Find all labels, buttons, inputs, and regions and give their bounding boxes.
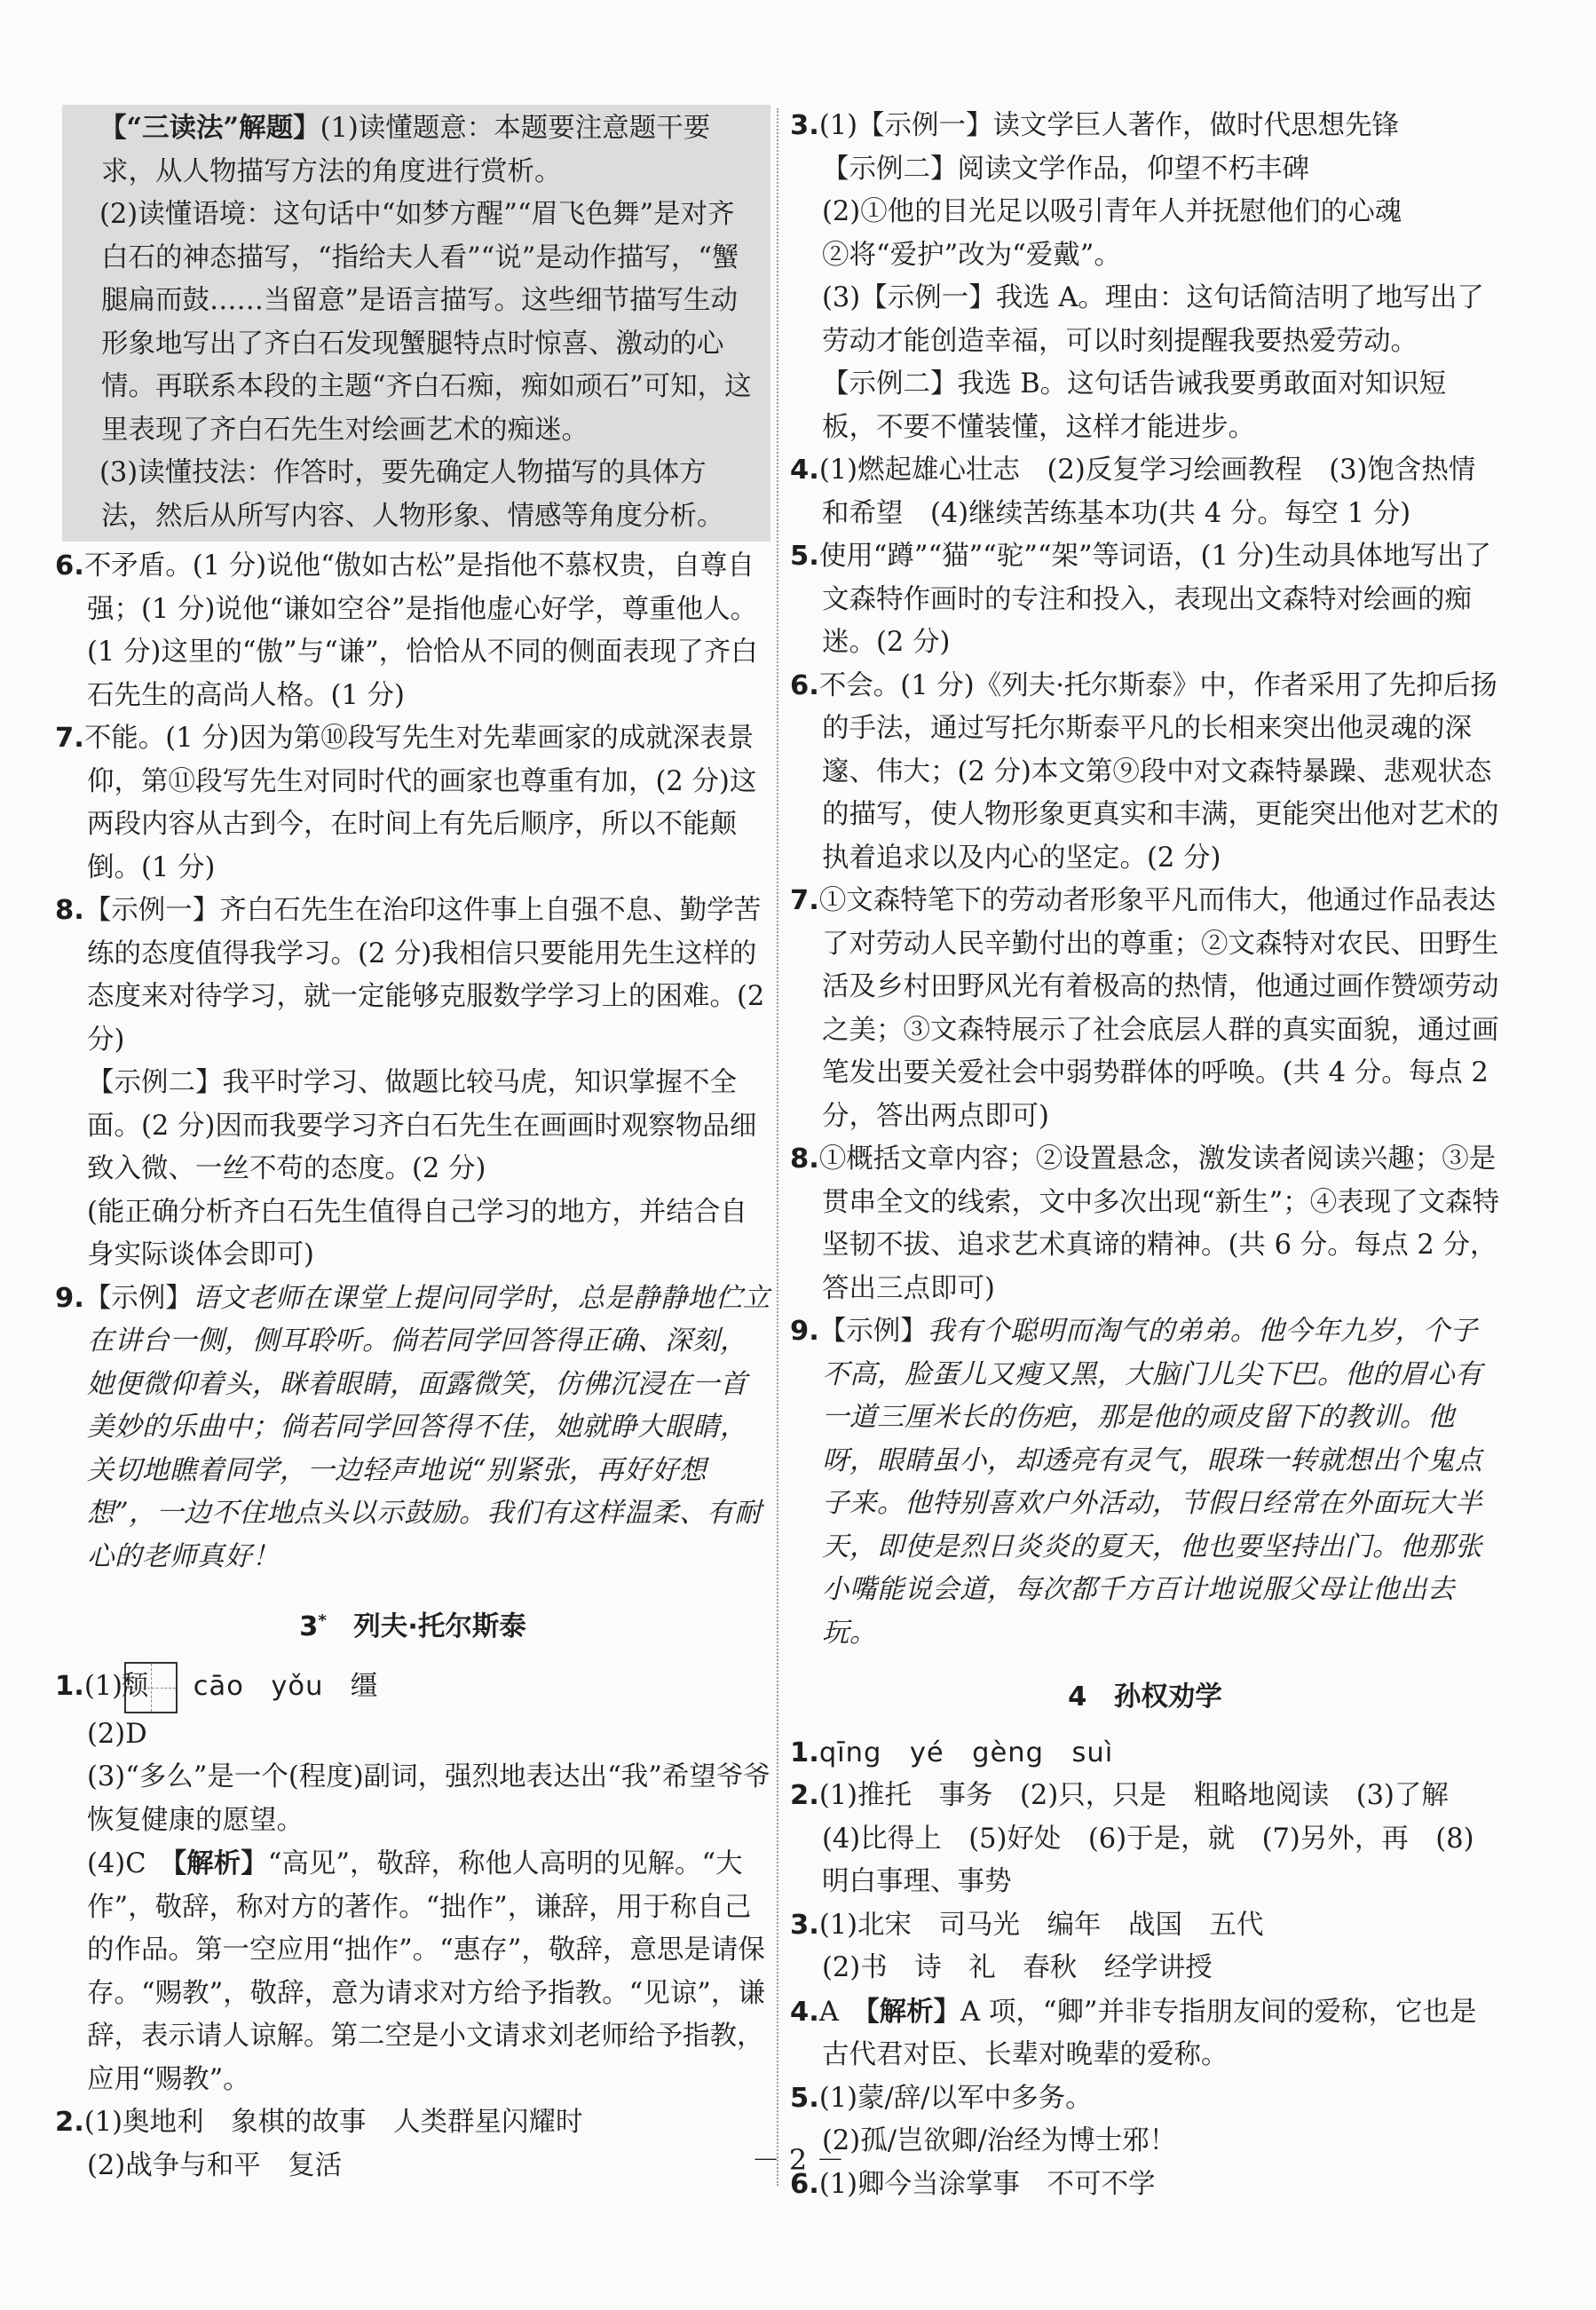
r-answer-6: 6.不会。(1 分)《列夫·托尔斯泰》中，作者采用了先抑后扬的手法，通过写托尔斯泰平凡的长相来突出他灵魂的深邃、伟大；(2 分)本文第⑨段中对文森特暴躁、悲观状态的描写，使人物形象更真实和丰满，更能突出他对艺术的执着追求以及内心的坚定。(2 分) bbox=[790, 669, 1499, 874]
r-answer-3-3b: 【示例二】我选 B。这句话告诫我要勇敢面对知识短板，不要不懂装懂，这样才能进步。 bbox=[822, 368, 1447, 443]
s4-answer-3: 3.(1)北宋 司马光 编年 战国 五代 bbox=[790, 1909, 1264, 1941]
left-column bbox=[55, 105, 770, 2187]
right-column bbox=[790, 105, 1500, 2206]
s3-answer-1-2: (2)D bbox=[87, 1718, 147, 1750]
r-answer-3-3: (3)【示例一】我选 A。理由：这句话简洁明了地写出了劳动才能创造幸福，可以时刻提醒我要热爱劳动。 bbox=[822, 282, 1484, 357]
s4-answer-6: 6.(1)卿今当涂掌事 不可不学 bbox=[790, 2168, 1156, 2200]
s4-answer-1: 1.qīng yé gèng suì bbox=[790, 1736, 1114, 1768]
s3-answer-1-4: (4)C 【解析】“高见”，敬辞，称他人高明的见解。“大作”，敬辞，称对方的著作。“拙作”，谦辞，用于称自己的作品。第一空应用“拙作”。“惠存”，敬辞，意思是请保存。“赐教”，敬辞，意为请求对方给予指教。“见谅”，谦辞，表示请人谅解。第二空是小文请求刘老师给予指教，应用“赐教”。 bbox=[87, 1847, 765, 2095]
s4-answer-2: 2.(1)推托 事务 (2)只，只是 粗略地阅读 (3)了解 (4)比得上 (5)好处 (6)于是，就 (7)另外，再 (8)明白事理、事势 bbox=[790, 1780, 1476, 1897]
answer-8: 8.【示例一】齐白石先生在治印这件事上自强不息、勤学苦练的态度值得我学习。(2 分)我相信只要能用先生这样的态度来对待学习，就一定能够克服数学学习上的困难。(2 分) bbox=[55, 895, 765, 1056]
r-answer-7: 7.①文森特笔下的劳动者形象平凡而伟大，他通过作品表达了对劳动人民辛勤付出的尊重；②文森特对农民、田野生活及乡村田野风光有着极高的热情，他通过画作赞颂劳动之美；③文森特展示了社会底层人群的真实面貌，通过画笔发出要关爱社会中弱势群体的呼唤。(共 4 分。每点 2 分，答出两点即可) bbox=[790, 885, 1499, 1132]
r-answer-8: 8.①概括文章内容；②设置悬念，激发读者阅读兴趣；③是贯串全文的线索，文中多次出现“新生”；④表现了文森特坚韧不拔、追求艺术真谛的精神。(共 6 分。每点 2 分，答出三点即可) bbox=[790, 1143, 1500, 1304]
answer-8-example-1: 【示例一】齐白石先生在治印这件事上自强不息、勤学苦练的态度值得我学习。(2 分)我相信只要能用先生这样的态度来对待学习，就一定能够克服数学学习上的困难。(2 分) bbox=[83, 895, 765, 1056]
three-read-method-box bbox=[62, 105, 770, 542]
r-answer-3-1b: 【示例二】阅读文学作品，仰望不朽丰碑 bbox=[822, 153, 1309, 185]
answer-9-handwriting: 语文老师在课堂上提问同学时，总是静静地伫立在讲台一侧，侧耳聆听。倘若同学回答得正确、深刻，她便微仰着头，眯着眼睛，面露微笑，仿佛沉浸在一首美妙的乐曲中；倘若同学回答得不佳，她就睁大眼睛，关切地瞧着同学，一边轻声地说“别紧张，再好好想想”，一边不住地点头以示鼓励。我们有这样温柔、有耐心的老师真好！ bbox=[87, 1282, 770, 1572]
answer-9: 9.【示例】语文老师在课堂上提问同学时，总是静静地伫立在讲台一侧，侧耳聆听。倘若同学回答得正确、深刻，她便微仰着头，眯着眼睛，面露微笑，仿佛沉浸在一首美妙的乐曲中；倘若同学回答得不佳，她就睁大眼睛，关切地瞧着同学，一边轻声地说“别紧张，再好好想想”，一边不住地点头以示鼓励。我们有这样温柔、有耐心的老师真好！ bbox=[55, 1282, 770, 1572]
s3-answer-1-3: (3)“多么”是一个(程度)副词，强烈地表达出“我”希望爷爷恢复健康的愿望。 bbox=[87, 1761, 770, 1836]
s3-answer-1: 1.(1)颓 cāo yǒu 缰 bbox=[55, 1662, 770, 1713]
s4-answer-5-2: (2)孤/岂欲卿/治经为博士邪！ bbox=[822, 2125, 1177, 2156]
page-number: － 2 － bbox=[751, 2143, 845, 2177]
box-label: 【“三读法”解题】 bbox=[99, 112, 320, 144]
box-line-2: (2)读懂语境：这句话中“如梦方醒”“眉飞色舞”是对齐白石的神态描写，“指给夫人看”“说”是动作描写，“蟹腿扁而鼓……当留意”是语言描写。这些细节描写生动形象地写出了齐白石发现蟹腿特点时惊喜、激动的心情。再联系本段的主题“齐白石痴，痴如顽石”可知，这里表现了齐白石先生对绘画艺术的痴迷。 bbox=[99, 199, 752, 446]
answer-8-note: (能正确分析齐白石先生值得自己学习的地方，并结合自身实际谈体会即可) bbox=[87, 1196, 747, 1270]
r-answer-5: 5.使用“蹲”“猫”“驼”“架”等词语，(1 分)生动具体地写出了文森特作画时的专注和投入，表现出文森特对绘画的痴迷。(2 分) bbox=[790, 541, 1491, 658]
section-3-title: 3* 列夫·托尔斯泰 bbox=[299, 1611, 526, 1643]
tianzige-char-box: 颓 bbox=[124, 1662, 178, 1713]
s4-answer-3-2: (2)书 诗 礼 春秋 经学讲授 bbox=[822, 1952, 1213, 1983]
r-answer-9-handwriting: 我有个聪明而淘气的弟弟。他今年九岁，个子不高，脸蛋儿又瘦又黑，大脑门儿尖下巴。他的眉心有一道三厘米长的伤疤，那是他的顽皮留下的教训。他呀，眼睛虽小，却透亮有灵气，眼珠一转就想出个鬼点子来。他特别喜欢户外活动，节假日经常在外面玩大半天，即使是烈日炎炎的夏天，他也要坚持出门。他那张小嘴能说会道，每次都千方百计地说服父母让他出去玩。 bbox=[822, 1316, 1482, 1649]
answer-7: 7.不能。(1 分)因为第⑩段写先生对先辈画家的成就深表景仰，第⑪段写先生对同时代的画家也尊重有加，(2 分)这两段内容从古到今，在时间上有先后顺序，所以不能颠倒。(1 分) bbox=[55, 723, 757, 883]
section-4-title: 4 孙权劝学 bbox=[1068, 1681, 1222, 1713]
answer-8-example-2: 【示例二】我平时学习、做题比较马虎，知识掌握不全面。(2 分)因而我要学习齐白石先生在画画时观察物品细致入微、一丝不苟的态度。(2 分) bbox=[87, 1067, 757, 1184]
r-answer-3: 3.(1)【示例一】读文学巨人著作，做时代思想先锋 bbox=[790, 110, 1400, 141]
s3-answer-2-2: (2)战争与和平 复活 bbox=[87, 2149, 343, 2181]
s4-answer-5: 5.(1)蒙/辞/以军中多务。 bbox=[790, 2082, 1093, 2114]
r-answer-3-2b: ②将“爱护”改为“爱戴”。 bbox=[822, 239, 1121, 271]
box-line-1: (1)读懂题意：本题要注意题干要求，从人物描写方法的角度进行赏析。 bbox=[101, 113, 711, 187]
column-divider bbox=[777, 108, 778, 2186]
r-answer-9: 9.【示例】我有个聪明而淘气的弟弟。他今年九岁，个子不高，脸蛋儿又瘦又黑，大脑门儿尖下巴。他的眉心有一道三厘米长的伤疤，那是他的顽皮留下的教训。他呀，眼睛虽小，却透亮有灵气，眼珠一转就想出个鬼点子来。他特别喜欢户外活动，节假日经常在外面玩大半天，即使是烈日炎炎的夏天，他也要坚持出门。他那张小嘴能说会道，每次都千方百计地说服父母让他出去玩。 bbox=[790, 1316, 1482, 1649]
r-answer-4: 4.(1)燃起雄心壮志 (2)反复学习绘画教程 (3)饱含热情和希望 (4)继续苦练基本功(共 4 分。每空 1 分) bbox=[790, 455, 1476, 529]
r-answer-3-2: (2)①他的目光足以吸引青年人并抚慰他们的心魂 bbox=[822, 196, 1402, 227]
answer-6: 6.不矛盾。(1 分)说他“傲如古松”是指他不慕权贵，自尊自强；(1 分)说他“谦如空谷”是指他虚心好学，尊重他人。(1 分)这里的“傲”与“谦”，恰恰从不同的侧面表现了齐白石先生的高尚人格。(1 分) bbox=[55, 550, 758, 711]
s4-answer-4: 4.A 【解析】A 项，“卿”并非专指朋友间的爱称，它也是古代君对臣、长辈对晚辈的爱称。 bbox=[790, 1995, 1477, 2070]
s3-answer-2: 2.(1)奥地利 象棋的故事 人类群星闪耀时 bbox=[55, 2107, 583, 2139]
box-line-3: (3)读懂技法：作答时，要先确定人物描写的具体方法，然后从所写内容、人物形象、情感等角度分析。 bbox=[99, 457, 724, 532]
